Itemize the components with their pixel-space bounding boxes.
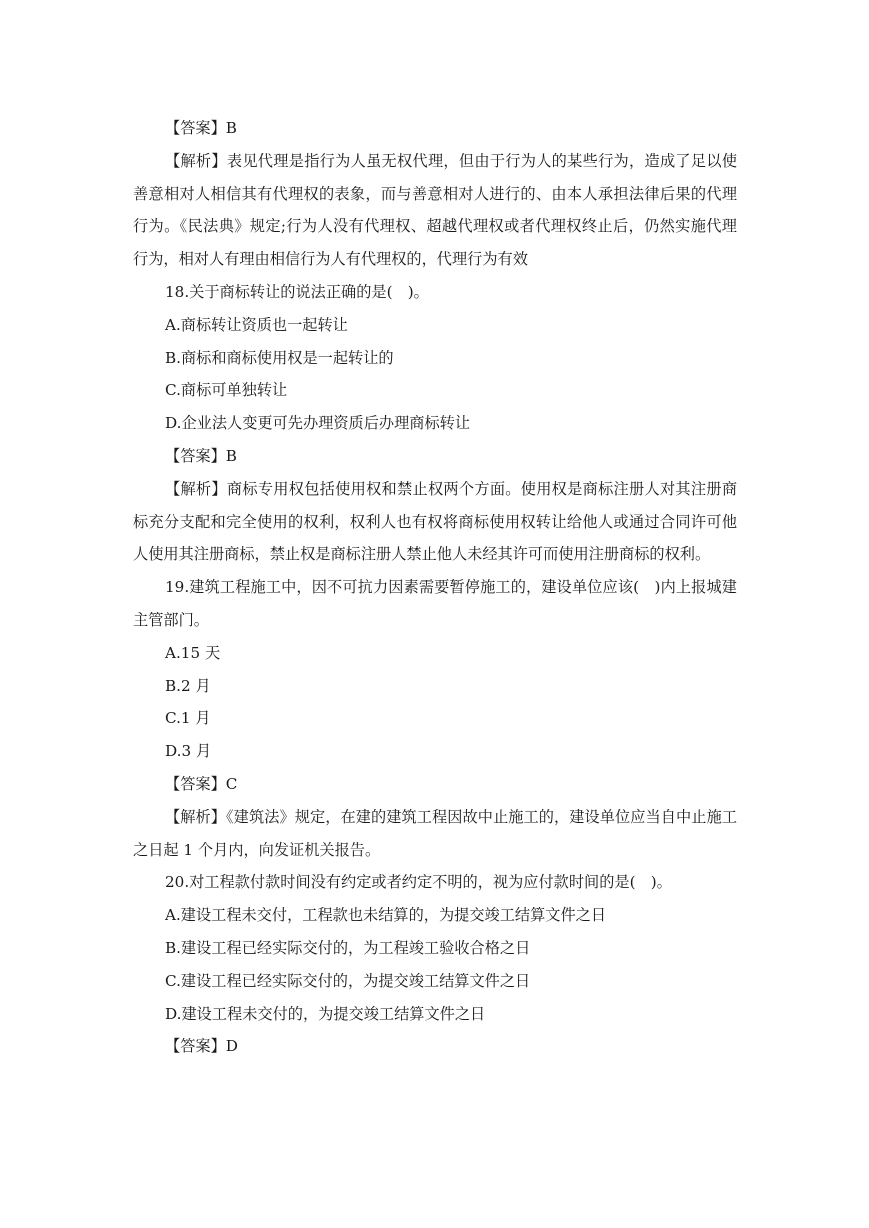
q19-option-d: D.3 月 [165,742,212,761]
q20-option-c: C.建设工程已经实际交付的，为提交竣工结算文件之日 [165,971,531,990]
q18-option-c: C.商标可单独转让 [165,381,288,400]
q20-answer [133,1030,737,1063]
answer-value: C [225,774,238,793]
q18-option-a: A.商标转让资质也一起转让 [165,315,348,334]
q18-analysis [133,473,737,571]
q20-question: 20.对工程款付款时间没有约定或者约定不明的，视为应付款时间的是( )。 [165,873,672,892]
q19-analysis [133,801,737,867]
q18-question: 18.关于商标转让的说法正确的是( )。 [165,282,429,301]
q19-question: 19.建筑工程施工中，因不可抗力因素需要暂停施工的，建设单位应该( )内上报城建主管部门。 [133,578,737,629]
answer-tag: 【答案】 [165,119,226,137]
q19-answer [133,768,737,801]
q18-option-d: D.企业法人变更可先办理资质后办理商标转让 [165,414,471,433]
q19-option-a: A.15 天 [165,643,221,662]
q17-analysis [133,145,737,276]
answer-tag: 【答案】 [165,1037,226,1056]
answer-value: B [225,119,237,137]
answer-tag: 【答案】 [165,774,226,793]
analysis-text: 商标专用权包括使用权和禁止权两个方面。使用权是商标注册人对其注册商标充分支配和完全使用的权利，权利人也有权将商标使用权转让给他人或通过合同许可他人使用其注册商标，禁止权是商标注册人禁止他人未经其许可而使用注册商标的权利。 [133,479,738,564]
answer-tag: 【答案】 [165,446,226,465]
q20-option-a: A.建设工程未交付，工程款也未结算的，为提交竣工结算文件之日 [165,906,607,925]
q17-answer [133,112,737,145]
answer-value: B [225,446,237,465]
q18-answer [133,440,737,473]
q19-option-b: B.2 月 [165,676,211,695]
q19-option-c: C.1 月 [165,709,211,728]
q20-option-b: B.建设工程已经实际交付的，为工程竣工验收合格之日 [165,938,531,957]
analysis-tag: 【解析】 [165,151,227,170]
document-body [133,112,737,1063]
answer-value: D [225,1037,238,1056]
q18-option-b: B.商标和商标使用权是一起转让的 [165,348,394,367]
analysis-text: 表见代理是指行为人虽无权代理，但由于行为人的某些行为，造成了足以使善意相对人相信其有代理权的表象，而与善意相对人进行的、由本人承担法律后果的代理行为。《民法典》规定;行为人没有代理权、超越代理权或者代理权终止后，仍然实施代理行为，相对人有理由相信行为人有代理权的，代理行为有效 [133,151,738,269]
analysis-tag: 【解析】 [165,479,227,498]
q20-option-d: D.建设工程未交付的，为提交竣工结算文件之日 [165,1004,486,1023]
analysis-text: 《建筑法》规定，在建的建筑工程因故中止施工的，建设单位应当自中止施工之日起 1 个月内，向发证机关报告。 [133,807,738,859]
analysis-tag: 【解析】 [165,807,227,826]
